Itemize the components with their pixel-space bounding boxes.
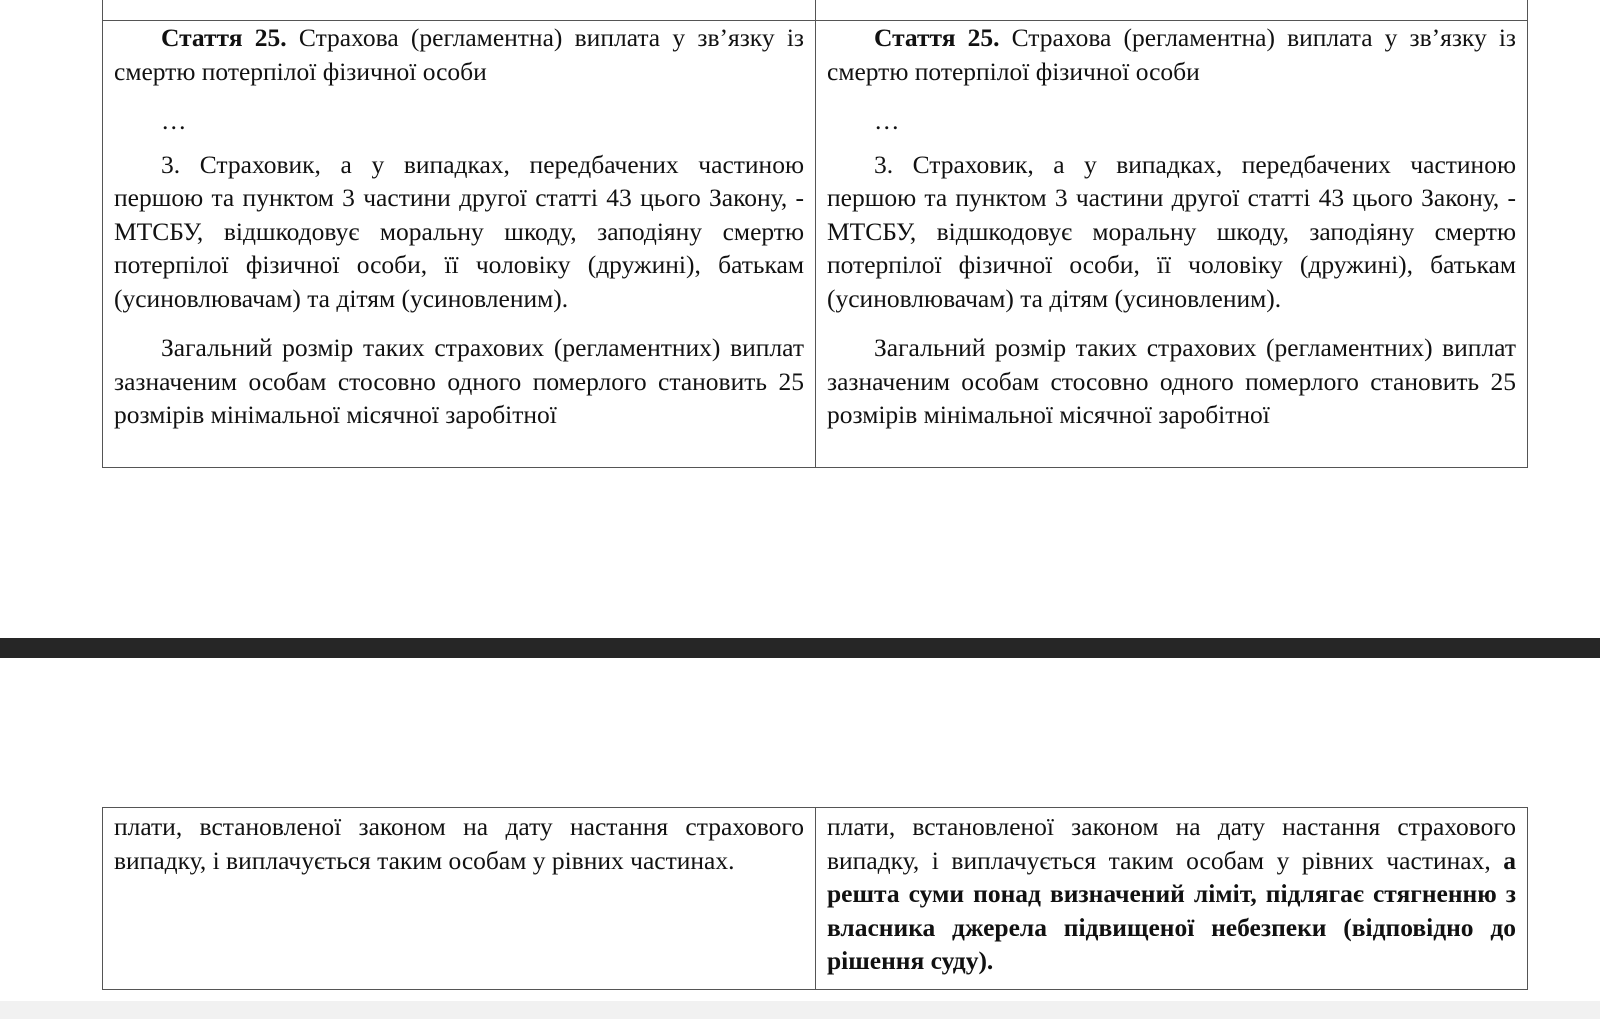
- article-heading: [827, 21, 1516, 88]
- continuation-text: плати, встановленої законом на дату настання страхового випадку, і виплачується таким особам у рівних частинах.: [114, 812, 804, 875]
- page-separator: [0, 638, 1600, 658]
- article-number: Стаття 25.: [161, 23, 287, 52]
- ellipsis-text: …: [874, 106, 900, 135]
- left-column-cell: [103, 0, 815, 467]
- article-title: Страхова (регламентна) виплата у зв’язку із смертю потерпілої фізичної особи: [114, 23, 804, 86]
- continuation-text: плати, встановленої законом на дату настання страхового випадку, і виплачується таким особам у рівних частинах,: [827, 812, 1516, 875]
- comparison-table-top: [102, 0, 1528, 468]
- viewer-bottom-strip: [0, 1001, 1600, 1019]
- right-column-cell: [815, 0, 1527, 467]
- right-column-cell: [815, 808, 1527, 989]
- paragraph-3: 3. Страховик, а у випадках, передбачених частиною першою та пунктом 3 частини другої статті 43 цього Закону, - МТСБУ, відшкодовує моральну шкоду, заподіяну смертю потерпілої фізичної особи, її чоловіку (дружині), батькам (усиновлювачам) та дітям (усиновленим).: [827, 149, 1516, 313]
- continuation-paragraph: [827, 810, 1516, 978]
- document-page-bottom: [0, 658, 1600, 1019]
- paragraph-3: 3. Страховик, а у випадках, передбачених частиною першою та пунктом 3 частини другої статті 43 цього Закону, - МТСБУ, відшкодовує моральну шкоду, заподіяну смертю потерпілої фізичної особи, її чоловіку (дружині), батькам (усиновлювачам) та дітям (усиновленим).: [114, 149, 804, 313]
- article-heading: [114, 21, 804, 88]
- article-number: Стаття 25.: [874, 23, 1000, 52]
- ellipsis-text: …: [161, 106, 187, 135]
- left-column-cell: [103, 808, 815, 989]
- amendment-bold-text: а решта суми понад визначений ліміт, підлягає стягненню з власника джерела підвищеної небезпеки (відповідно до рішення суду).: [827, 845, 1516, 975]
- comparison-table-bottom: [102, 807, 1528, 990]
- paragraph-total: Загальний розмір таких страхових (регламентних) виплат зазначеним особам стосовно одного померлого становить 25 розмірів мінімальної місячної заробітної: [827, 333, 1516, 429]
- paragraph-total: Загальний розмір таких страхових (регламентних) виплат зазначеним особам стосовно одного померлого становить 25 розмірів мінімальної місячної заробітної: [114, 333, 804, 429]
- article-title: Страхова (регламентна) виплата у зв’язку із смертю потерпілої фізичної особи: [827, 23, 1516, 86]
